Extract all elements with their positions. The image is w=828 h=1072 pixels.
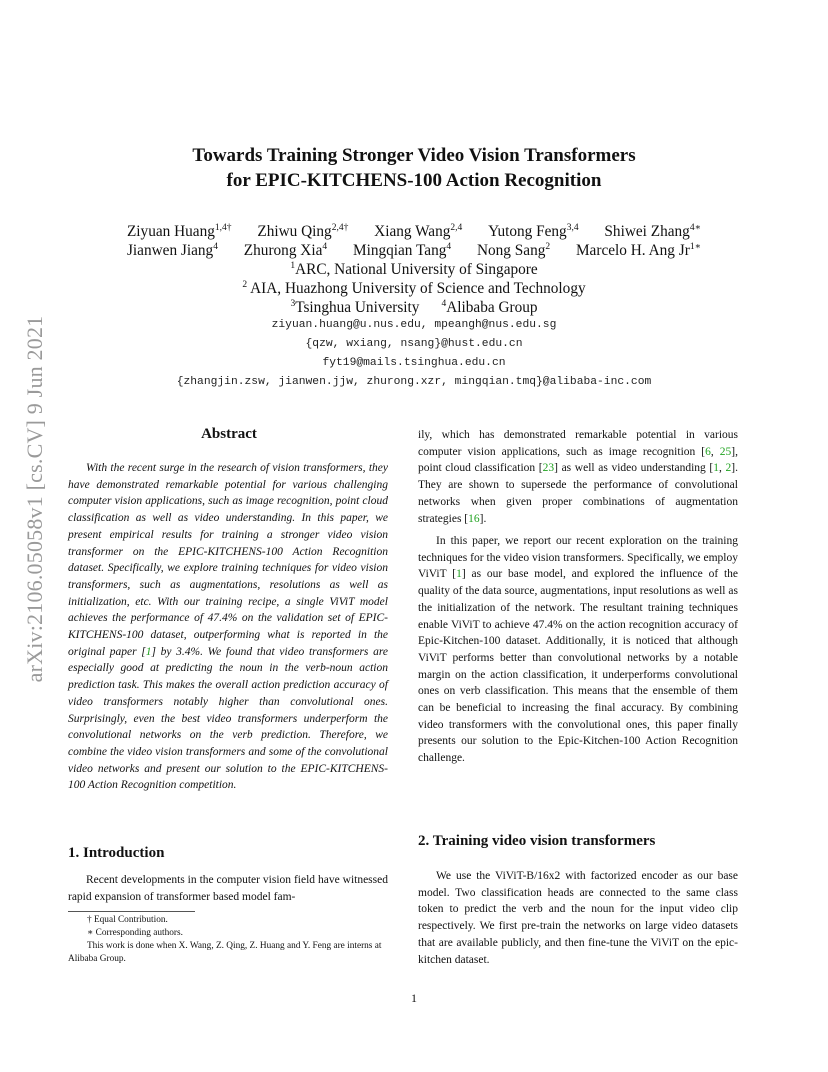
affiliation-1: $^1$ARC, National University of Singapore xyxy=(290,261,538,279)
email-line: fyt19@mails.tsinghua.edu.cn xyxy=(322,357,506,369)
affiliation-2: $^2$ AIA, Huazhong University of Science and Technology xyxy=(242,280,586,298)
arxiv-identifier: arXiv:2106.05058v1 [cs.CV] 9 Jun 2021 xyxy=(22,315,47,683)
title-line-1: Towards Training Stronger Video Vision Transformers xyxy=(192,145,636,166)
intro-paragraph-2: In this paper, we report our recent exploration on the training techniques for the video vision transformers. Specifically, we employ ViViT [1] as our base model, and explored the influence of the quality of the data source, augmentations, input resolutions as well as the initialization of the network. The resultant training techniques enable ViViT to achieve 47.4% on the action recognition accuracy of Epic-Kitchen-100 dataset. Additionally, it is noticed that although ViViT performs better than convolutional networks by a notable margin on the action classification, it underperforms convolutional ones on verb classification. This means that the ensemble of them can be beneficial to increasing the final accuracy. By combining video transformers with the convolutional ones, this paper finally presents our solution to the Epic-Kitchen-100 Action Recognition challenge. xyxy=(418,535,739,765)
author: Zhiwu Qing$^{2,4\dagger}$ xyxy=(257,223,349,241)
email-line: {qzw, wxiang, nsang}@hust.edu.cn xyxy=(305,338,523,350)
author: Ziyuan Huang$^{1,4\dagger}$ xyxy=(126,223,232,241)
email-line: ziyuan.huang@u.nus.edu, mpeangh@nus.edu.sg xyxy=(271,319,557,331)
author: Yutong Feng$^{3,4}$ xyxy=(488,223,579,241)
page-number: 1 xyxy=(411,991,417,1005)
citation-link[interactable]: 2 xyxy=(725,462,732,475)
author: Zhurong Xia$^4$ xyxy=(243,242,328,260)
introduction-heading: 1. Introduction xyxy=(68,845,165,861)
citation-link[interactable]: 1 xyxy=(456,568,462,581)
citation-link[interactable]: 23 xyxy=(542,462,555,475)
author: Xiang Wang$^{2,4}$ xyxy=(374,223,463,241)
section-2-heading: 2. Training video vision transformers xyxy=(418,833,656,849)
footnote: This work is done when X. Wang, Z. Qing, Z. Huang and Y. Feng are interns at Alibaba Group. xyxy=(68,941,382,964)
title-line-2: for EPIC-KITCHENS-100 Action Recognition xyxy=(226,170,602,191)
citation-link[interactable]: 1 xyxy=(145,645,152,658)
introduction-body: Recent developments in the computer vision field have witnessed rapid expansion of transformer based model fam- xyxy=(68,874,388,903)
citation-link[interactable]: 16 xyxy=(468,512,480,525)
email-line: {zhangjin.zsw, jianwen.jjw, zhurong.xzr, mingqian.tmq}@alibaba-inc.com xyxy=(176,376,652,388)
citation-link[interactable]: 1 xyxy=(713,462,720,475)
abstract-heading: Abstract xyxy=(201,426,257,442)
citation-link[interactable]: 6 xyxy=(705,445,711,458)
footnote: † Equal Contribution. xyxy=(87,915,168,925)
paper-title xyxy=(0,143,828,193)
author: Nong Sang$^2$ xyxy=(476,242,551,260)
abstract-body: With the recent surge in the research of vision transformers, they have demonstrated remarkable potential for various challenging computer vision applications, such as image recognition, point cloud classification as well as video understanding. In this paper, we present empirical results for training a stronger video vision transformer on the EPIC-KITCHENS-100 Action Recognition dataset. Specifically, we explore training techniques for video vision transformers, such as augmentations, resolutions as well as initialization, etc. With our training recipe, a single ViViT model achieves the performance of 47.4% on the validation set of EPIC-KITCHENS-100 dataset, outperforming what is reported in the original paper [1] by 3.4%. We found that video transformers are especially good at predicting the noun in the verb-noun action prediction task. This makes the overall action prediction accuracy of video transformers notably higher than convolutional ones. Surprisingly, even the best video transformers underperform the convolutional networks on the verb prediction. Therefore, we combine the video vision transformers and some of the convolutional video networks and present our solution to the EPIC-KITCHENS-100 Action Recognition competition. xyxy=(68,462,388,792)
author: Mingqian Tang$^4$ xyxy=(352,242,452,260)
footnote-rule xyxy=(68,911,195,912)
footnote: ∗ Corresponding authors. xyxy=(87,928,183,938)
author: Marcelo H. Ang $Jr^{1∗}$ xyxy=(575,242,702,260)
intro-continued-paragraph: ily, which has demonstrated remarkable potential in various computer vision applications, such as image recognition [6, 25], point cloud classification [23] as well as video understanding [1, 2]. They are shown to supersede the performance of convolutional networks when given proper combinations of augmentation strategies [16]. xyxy=(418,429,739,525)
section-2-body: We use the ViViT-B/16x2 with factorized encoder as our base model. Two classification heads are connected to the same class token to predict the verb and the noun for the input video clip respectively. We first pre-train the networks on large video datasets that are available publicly, and then fine-tune the ViViT on the epic-kitchen dataset. xyxy=(418,870,738,966)
citation-link[interactable]: 25 xyxy=(719,445,732,458)
author: Jianwen Jiang$^4$ xyxy=(126,242,218,260)
author: Shiwei Zhang$^{4∗}$ xyxy=(604,223,702,241)
affiliation-3-4: $^3$Tsinghua University $^4$Alibaba Group xyxy=(290,299,538,317)
